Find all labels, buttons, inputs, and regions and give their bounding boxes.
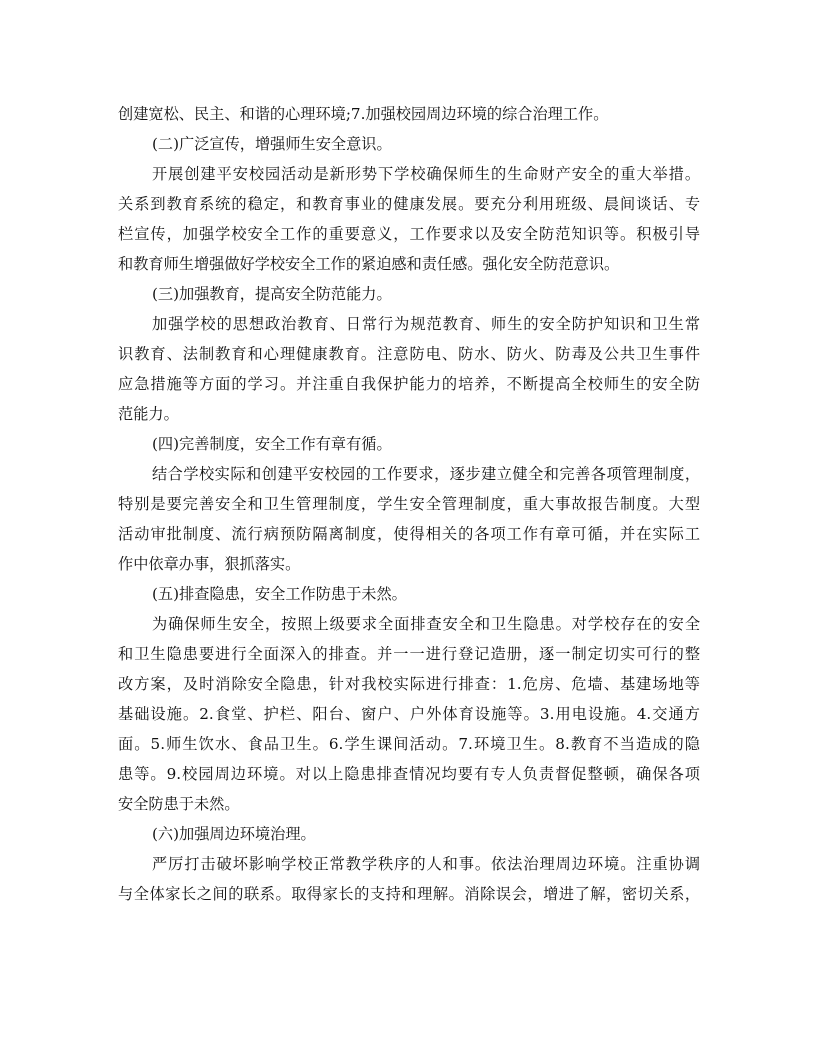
paragraph-line: 与全体家长之间的联系。取得家长的支持和理解。消除误会，增进了解，密切关系， [118,885,700,903]
section-heading: (二)广泛宣传，增强师生安全意识。 [152,135,392,153]
paragraph-line: 严厉打击破坏影响学校正常教学秩序的人和事。依法治理周边环境。注重协调 [152,855,700,873]
paragraph-line: 应急措施等方面的学习。并注重自我保护能力的培养，不断提高全校师生的安全防 [118,375,700,393]
paragraph-line: 创建宽松、民主、和谐的心理环境;7.加强校园周边环境的综合治理工作。 [118,105,609,123]
paragraph-line: 特别是要完善安全和卫生管理制度，学生安全管理制度，重大事故报告制度。大型 [118,495,700,513]
section-heading: (四)完善制度，安全工作有章有循。 [152,435,392,453]
paragraph-line: 改方案，及时消除安全隐患，针对我校实际进行排查：1.危房、危墙、基建场地等 [118,675,700,693]
paragraph-line: 结合学校实际和创建平安校园的工作要求，逐步建立健全和完善各项管理制度， [152,465,700,483]
paragraph-line: 关系到教育系统的稳定，和教育事业的健康发展。要充分利用班级、晨间谈话、专 [118,195,700,213]
paragraph-line: 安全防患于未然。 [118,795,240,813]
paragraph-line: 识教育、法制教育和心理健康教育。注意防电、防水、防火、防毒及公共卫生事件 [118,345,700,363]
section-heading: (五)排查隐患，安全工作防患于未然。 [152,585,407,603]
paragraph-line: 和教育师生增强做好学校安全工作的紧迫感和责任感。强化安全防范意识。 [118,255,620,273]
paragraph-line: 面。5.师生饮水、食品卫生。6.学生课间活动。7.环境卫生。8.教育不当造成的隐 [118,735,700,753]
document-body [118,99,700,909]
paragraph-line: 范能力。 [118,405,179,423]
paragraph-line: 栏宣传，加强学校安全工作的重要意义，工作要求以及安全防范知识等。积极引导 [118,225,700,243]
paragraph-line: 作中依章办事，狠抓落实。 [118,555,301,573]
paragraph-line: 基础设施。2.食堂、护栏、阳台、窗户、户外体育设施等。3.用电设施。4.交通方 [118,705,700,723]
paragraph-line: 开展创建平安校园活动是新形势下学校确保师生的生命财产安全的重大举措。 [152,165,700,183]
section-heading: (六)加强周边环境治理。 [152,825,316,843]
paragraph-line: 活动审批制度、流行病预防隔离制度，使得相关的各项工作有章可循，并在实际工 [118,525,700,543]
section-heading: (三)加强教育，提高安全防范能力。 [152,285,392,303]
paragraph-line: 为确保师生安全，按照上级要求全面排查安全和卫生隐患。对学校存在的安全 [152,615,700,633]
paragraph-line: 和卫生隐患要进行全面深入的排查。并一一进行登记造册，逐一制定切实可行的整 [118,645,700,663]
paragraph-line: 加强学校的思想政治教育、日常行为规范教育、师生的安全防护知识和卫生常 [152,315,700,333]
paragraph-line: 患等。9.校园周边环境。对以上隐患排查情况均要有专人负责督促整顿，确保各项 [118,765,700,783]
